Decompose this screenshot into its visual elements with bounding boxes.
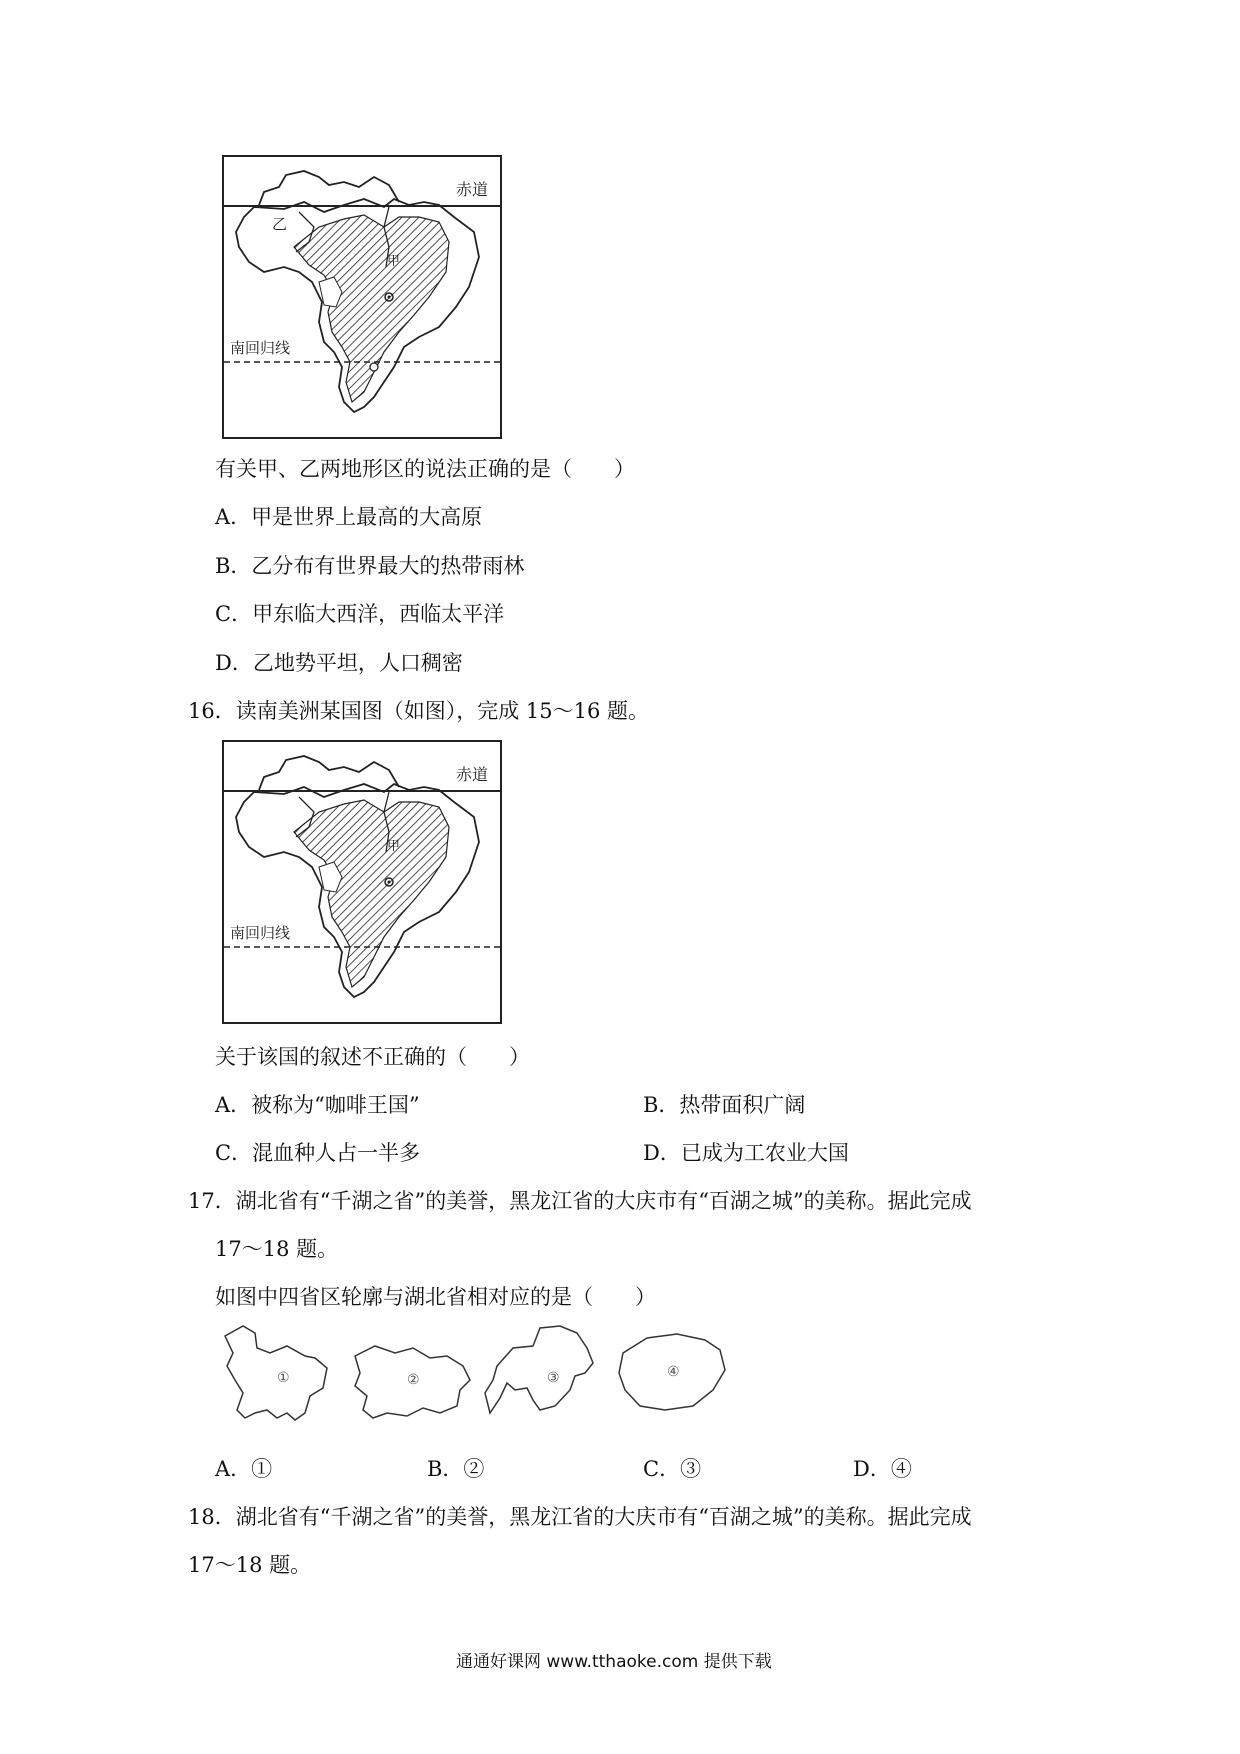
q17-option-c[interactable]: C．③ [643, 1457, 702, 1481]
q15-stem: 有关甲、乙两地形区的说法正确的是（ ） [215, 457, 635, 481]
q17-option-b[interactable]: B．② [427, 1457, 485, 1481]
q15-option-c[interactable]: C．甲东临大西洋，西临太平洋 [215, 602, 505, 626]
brazil-map-1 [222, 155, 502, 439]
q18-intro-line2: 17～18 题。 [188, 1553, 312, 1577]
q16-intro: 16．读南美洲某国图（如图），完成 15～16 题。 [188, 699, 650, 723]
north-coast [259, 171, 399, 205]
equator-label: 赤道 [456, 180, 489, 199]
tropic-label: 南回归线 [230, 924, 291, 942]
q15-option-b[interactable]: B．乙分布有世界最大的热带雨林 [215, 554, 525, 578]
q16-option-d[interactable]: D．已成为工农业大国 [643, 1141, 849, 1165]
marker-jia-label: 甲 [387, 254, 401, 269]
q18-intro-line1: 18．湖北省有“千湖之省”的美誉，黑龙江省的大庆市有“百湖之城”的美称。据此完成 [188, 1505, 972, 1529]
q16-option-a[interactable]: A．被称为“咖啡王国” [215, 1093, 420, 1117]
north-coast [259, 756, 399, 790]
city-marker [370, 363, 378, 371]
q16-option-b[interactable]: B．热带面积广阔 [643, 1093, 806, 1117]
province-shape-3 [485, 1326, 593, 1413]
q15-option-a[interactable]: A．甲是世界上最高的大高原 [215, 505, 483, 529]
marker-jia-label: 甲 [387, 839, 401, 854]
equator-label: 赤道 [456, 765, 489, 784]
province-label-1: ① [277, 1370, 290, 1386]
marker-yi-label: 乙 [272, 215, 288, 233]
q17-option-a[interactable]: A．① [215, 1457, 273, 1481]
province-shape-1 [225, 1326, 327, 1420]
province-outlines-svg [215, 1318, 775, 1438]
brazil-map-2 [222, 740, 502, 1024]
q15-option-d[interactable]: D．乙地势平坦，人口稠密 [215, 651, 463, 675]
q17-stem: 如图中四省区轮廓与湖北省相对应的是（ ） [215, 1285, 656, 1309]
brazil-map-svg-2 [224, 742, 500, 1022]
province-outlines [215, 1318, 775, 1438]
brazil-map-svg [224, 157, 500, 437]
q16-option-c[interactable]: C．混血种人占一半多 [215, 1141, 421, 1165]
province-label-2: ② [407, 1372, 420, 1388]
q17-option-d[interactable]: D．④ [853, 1457, 912, 1481]
hatched-region [294, 800, 449, 987]
q17-intro-line1: 17．湖北省有“千湖之省”的美誉，黑龙江省的大庆市有“百湖之城”的美称。据此完成 [188, 1189, 972, 1213]
province-label-4: ④ [667, 1364, 680, 1380]
province-label-3: ③ [547, 1370, 560, 1386]
page-footer: 通通好课网 www.tthaoke.com 提供下载 [456, 1652, 772, 1672]
hatched-plateau [294, 215, 449, 402]
tropic-label: 南回归线 [230, 339, 291, 357]
q17-intro-line2: 17～18 题。 [215, 1237, 339, 1261]
q16-stem: 关于该国的叙述不正确的（ ） [215, 1045, 530, 1069]
